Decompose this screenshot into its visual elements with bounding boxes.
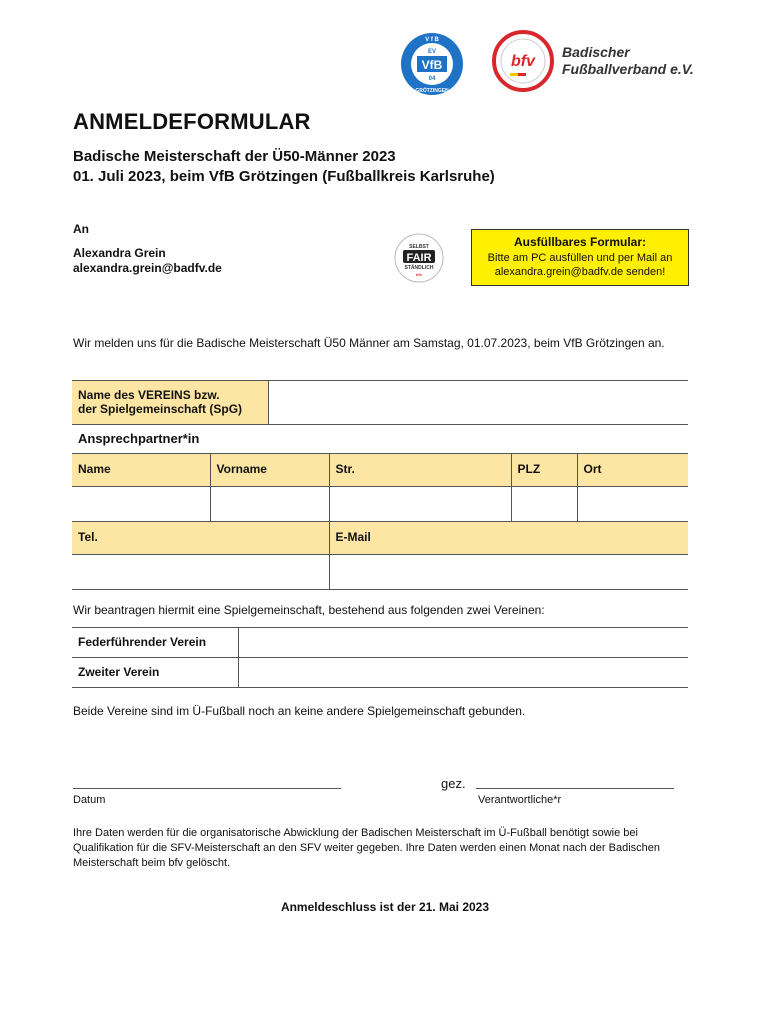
recipient-name: Alexandra Grein xyxy=(73,246,166,260)
fair-badge-small: bfv xyxy=(416,272,422,277)
recipient-an: An xyxy=(73,222,89,236)
second-club-label: Zweiter Verein xyxy=(72,658,238,688)
subtitle-line2: 01. Juli 2023, beim VfB Grötzingen (Fußballkreis Karlsruhe) xyxy=(73,168,495,185)
strasse-field[interactable] xyxy=(329,487,511,522)
subtitle-line1: Badische Meisterschaft der Ü50-Männer 2023 xyxy=(73,148,396,165)
intro-text: Wir melden uns für die Badische Meisterschaft Ü50 Männer am Samstag, 01.07.2023, beim VfB Grötzingen an. xyxy=(73,336,665,350)
contact-table xyxy=(72,453,688,590)
deadline-text: Anmeldeschluss ist der 21. Mai 2023 xyxy=(280,900,490,914)
vfb-logo xyxy=(400,32,464,96)
header-tel: Tel. xyxy=(72,522,329,555)
notice-line2: alexandra.grein@badfv.de senden! xyxy=(494,266,666,278)
header-name: Name xyxy=(72,454,210,487)
recipient-block xyxy=(73,246,222,276)
verein-label-line2: der Spielgemeinschaft (SpG) xyxy=(78,402,243,416)
tel-field[interactable] xyxy=(72,555,329,590)
vfb-logo-top: V f B xyxy=(425,37,439,43)
spg-intro: Wir beantragen hiermit eine Spielgemeinschaft, bestehend aus folgenden zwei Vereinen: xyxy=(73,603,545,617)
bfv-name-line1: Badischer xyxy=(562,44,630,60)
fair-badge-logo xyxy=(394,233,444,283)
fair-badge-bottom: STÄNDLICH xyxy=(404,265,434,271)
contact-section-label: Ansprechpartner*in xyxy=(78,431,200,446)
header-vorname: Vorname xyxy=(210,454,329,487)
verein-label xyxy=(72,381,268,425)
notice-line1: Bitte am PC ausfüllen und per Mail an xyxy=(487,252,673,264)
plz-field[interactable] xyxy=(511,487,577,522)
header-plz: PLZ xyxy=(511,454,577,487)
bfv-logo xyxy=(492,30,554,92)
bfv-name xyxy=(562,44,694,78)
privacy-notice: Ihre Daten werden für die organisatorische Abwicklung der Badischen Meisterschaft im Ü-Fußball benötigt sowie bei Qualifikation für die SFV-Meisterschaft an den SFV weiter gegeben. Ihre Daten werden einen Monat nach der Badischen Meisterschaft beim bfv gelöscht. xyxy=(73,827,661,869)
fair-badge-main: FAIR xyxy=(406,252,432,264)
lead-club-field[interactable] xyxy=(238,628,688,658)
responsible-label: Verantwortliche*r xyxy=(478,794,562,806)
second-club-field[interactable] xyxy=(238,658,688,688)
verein-label-line1: Name des VEREINS bzw. xyxy=(78,388,220,402)
gez-label: gez. xyxy=(441,776,466,791)
fillable-notice xyxy=(471,229,689,286)
notice-title: Ausfüllbares Formular: xyxy=(513,235,647,249)
header-ort: Ort xyxy=(577,454,688,487)
bfv-logo-mark: bfv xyxy=(511,53,535,70)
header-email: E-Mail xyxy=(329,522,688,555)
recipient-email: alexandra.grein@badfv.de xyxy=(73,261,222,275)
date-line[interactable] xyxy=(73,788,341,789)
bfv-name-line2: Fußballverband e.V. xyxy=(562,61,694,77)
vfb-logo-year: 04 xyxy=(428,76,436,82)
email-field[interactable] xyxy=(329,555,688,590)
spg-confirmation: Beide Vereine sind im Ü-Fußball noch an keine andere Spielgemeinschaft gebunden. xyxy=(73,704,526,718)
verein-name-field[interactable] xyxy=(268,381,688,425)
vfb-logo-text: VfB xyxy=(421,58,443,72)
signature-line[interactable] xyxy=(476,788,674,789)
name-field[interactable] xyxy=(72,487,210,522)
lead-club-label: Federführender Verein xyxy=(72,628,238,658)
form-subtitle xyxy=(73,147,495,187)
datum-label: Datum xyxy=(73,794,106,806)
form-title: ANMELDEFORMULAR xyxy=(73,109,311,134)
vfb-logo-bottom: GRÖTZINGEN xyxy=(415,88,449,94)
verein-table xyxy=(72,380,688,425)
vorname-field[interactable] xyxy=(210,487,329,522)
ort-field[interactable] xyxy=(577,487,688,522)
header-strasse: Str. xyxy=(329,454,511,487)
vfb-logo-ev: EV xyxy=(427,49,437,55)
spg-table xyxy=(72,627,688,688)
fair-badge-top: SELBST xyxy=(409,244,429,250)
